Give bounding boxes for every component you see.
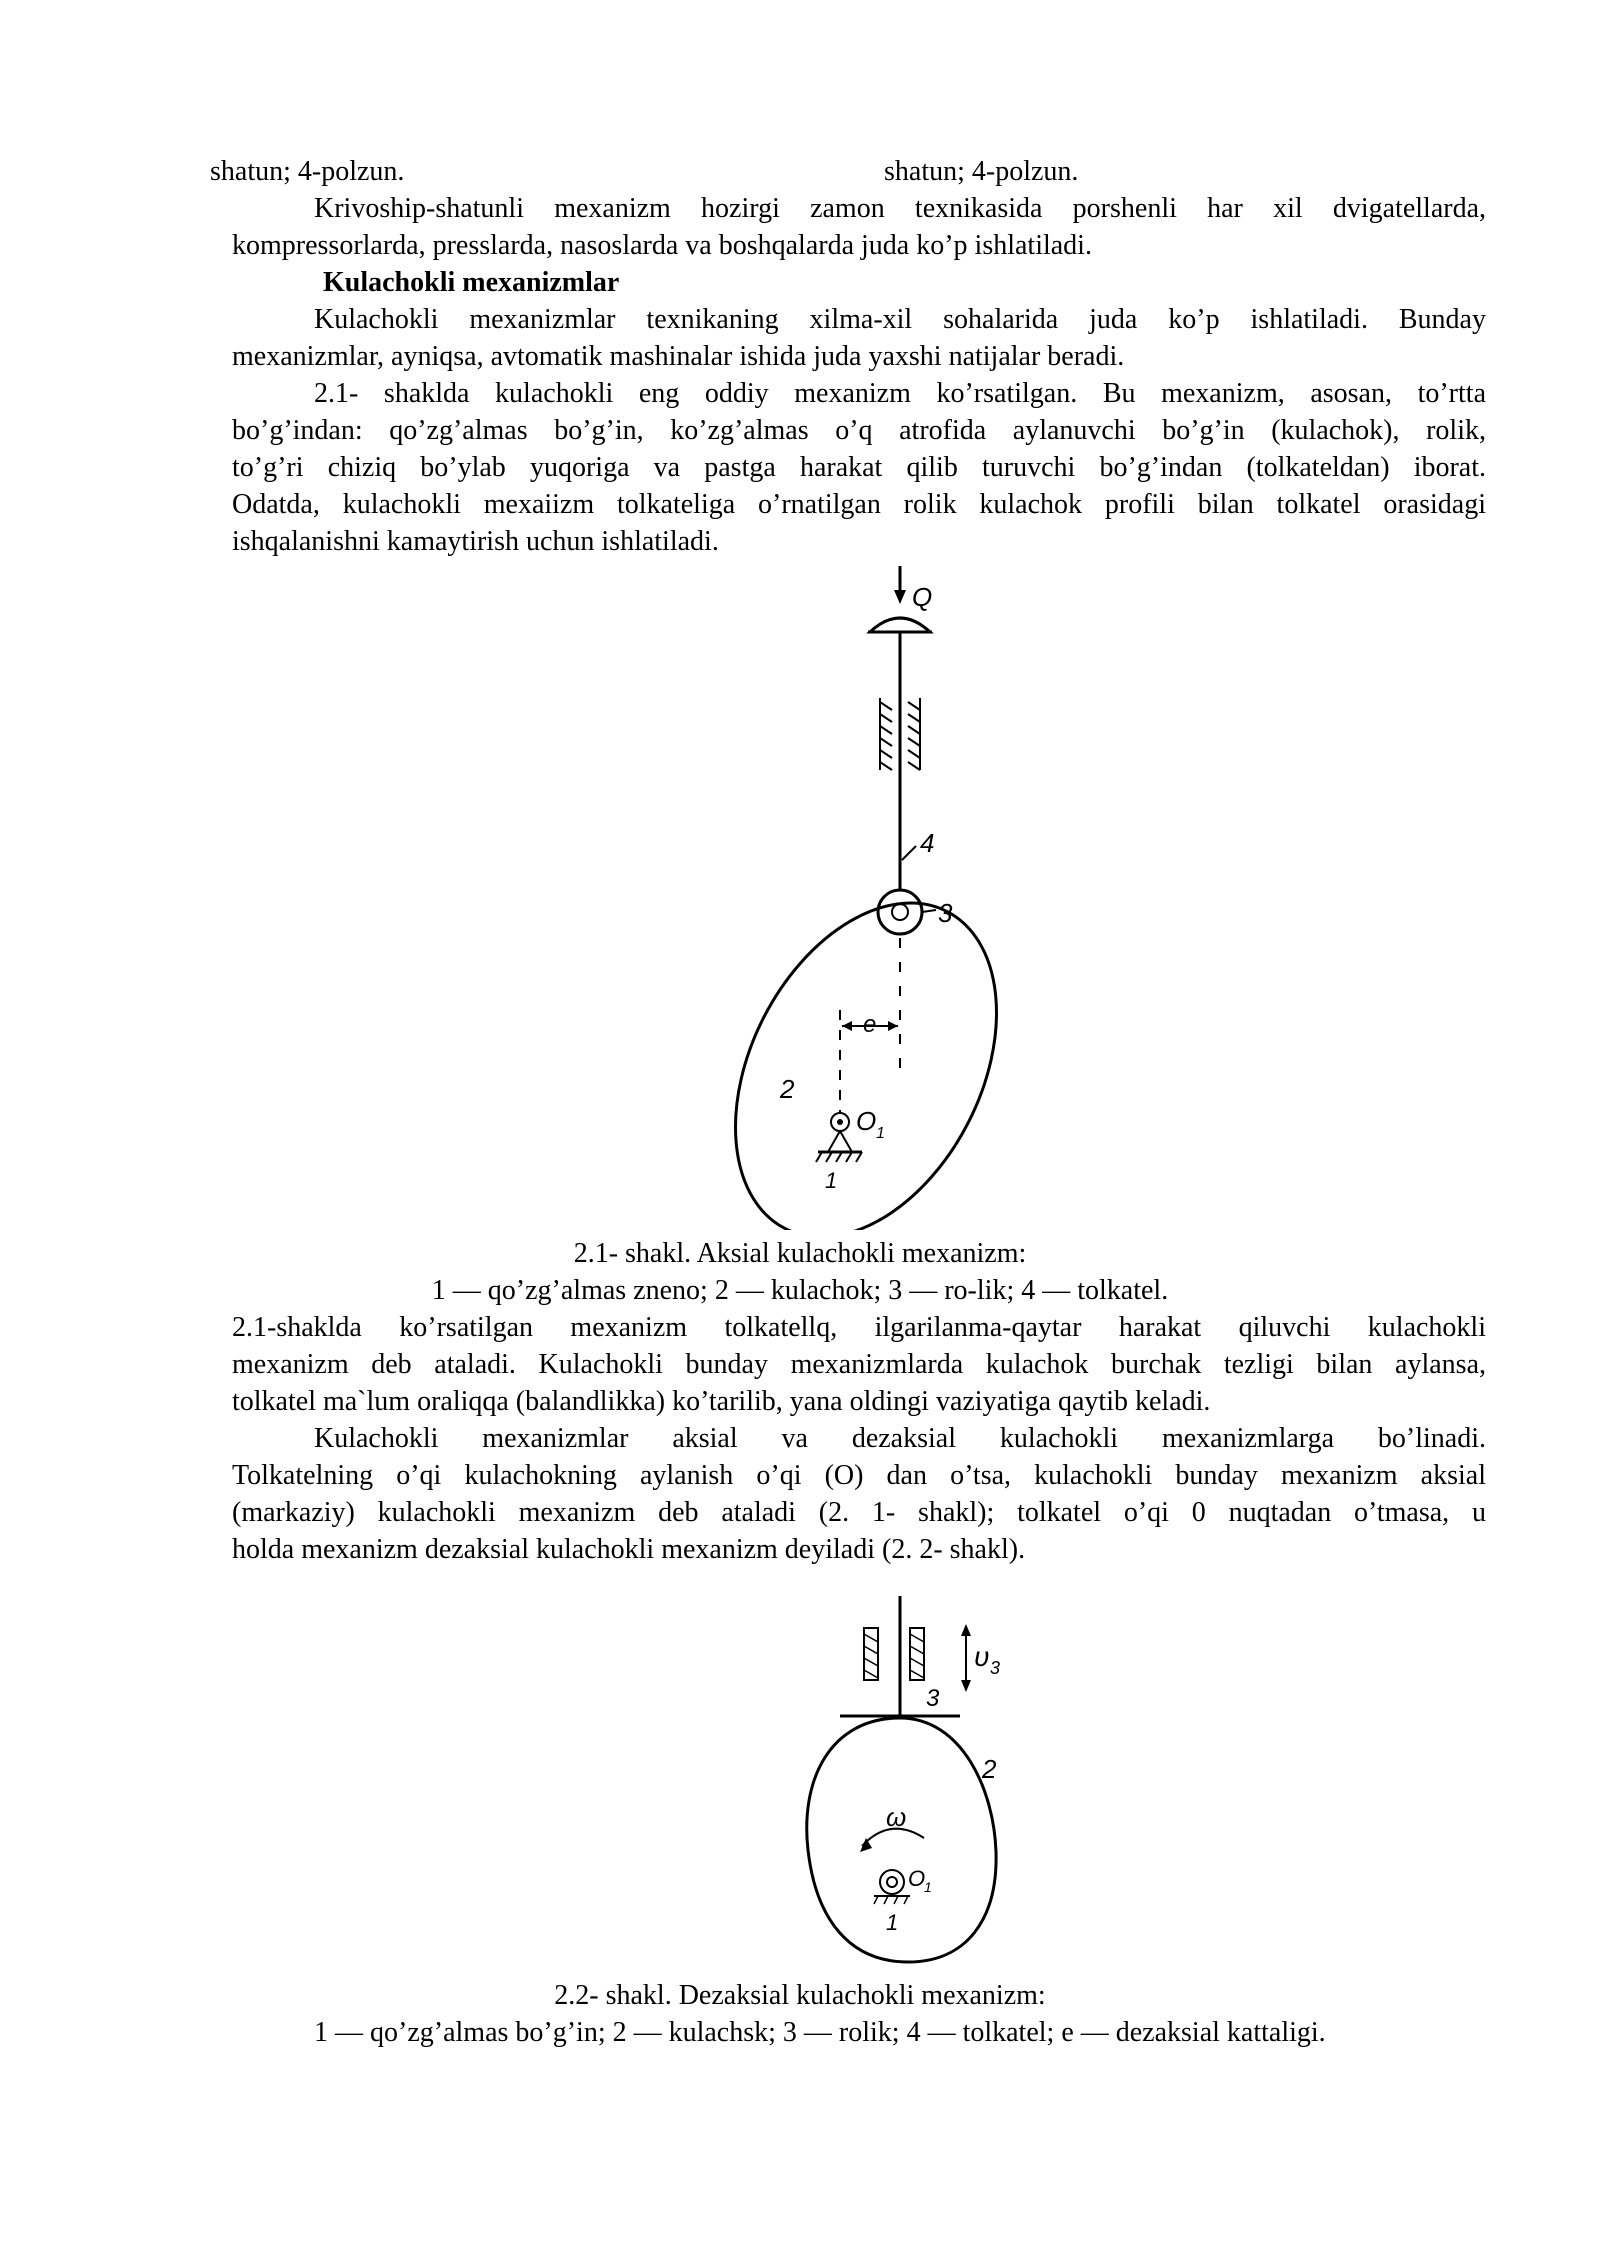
- figure2-label-2: 2: [982, 1754, 997, 1784]
- figure2-label-1: 1: [886, 1910, 899, 1935]
- para3-line5: ishqalanishni kamaytirish uchun ishlatiladi.: [232, 526, 719, 557]
- para2-line1: Kulachokli mexanizmlar texnikaning xilma-xil sohalarida juda ko’p ishlatiladi. Bunday: [314, 304, 1486, 335]
- para1-line2: kompressorlarda, presslarda, nasoslarda va boshqalarda juda ko’p ishlatiladi.: [232, 230, 1092, 261]
- section-heading: Kulachokli mexanizmlar: [323, 267, 620, 298]
- para2-line2: mexanizmlar, ayniqsa, avtomatik mashinalar ishida juda yaxshi natijalar beradi.: [232, 341, 1125, 372]
- para5-line3: (markaziy) kulachokli mexanizm deb ataladi (2. 1- shakl); tolkatel o’qi 0 nuqtadan o’tmasa, u: [232, 1497, 1486, 1528]
- figure2-label-o: O: [908, 1866, 926, 1891]
- para3-line2: bo’g’indan: qo’zg’almas bo’g’in, ko’zg’almas o’q atrofida aylanuvchi bo’g’in (kulachok), rolik,: [232, 415, 1486, 446]
- figure2-dezaxial-cam-diagram: [790, 1590, 1030, 1970]
- para1-line1: Krivoship-shatunli mexanizm hozirgi zamon texnikasida porshenli har xil dvigatellarda,: [314, 193, 1486, 224]
- figure1-label-o: O: [856, 1106, 877, 1136]
- figure1-label-1: 1: [825, 1168, 838, 1193]
- para4-line3: tolkatel ma`lum oraliqqa (balandlikka) ko’tarilib, yana oldingi vaziyatiga qaytib keladi.: [232, 1386, 1211, 1417]
- figure2-label-v-sub: 3: [990, 1658, 1001, 1678]
- figure1-label-q: Q: [912, 582, 933, 612]
- figure1-label-2: 2: [780, 1074, 795, 1104]
- figure1-label-o-sub: 1: [876, 1125, 885, 1142]
- figure1-label-4: 4: [920, 828, 935, 858]
- figure2-label-v: υ: [974, 1641, 990, 1672]
- para5-line1: Kulachokli mexanizmlar aksial va dezaksial kulachokli mexanizmlarga bo’linadi.: [314, 1423, 1486, 1454]
- figure2-label-3: 3: [926, 1685, 940, 1712]
- figure2-label-omega: ω: [886, 1802, 907, 1832]
- para3-line1: 2.1- shaklda kulachokli eng oddiy mexanizm ko’rsatilgan. Bu mexanizm, asosan, to’rtta: [314, 378, 1486, 409]
- para5-line2: Tolkatelning o’qi kulachokning aylanish o’qi (O) dan o’tsa, kulachokli bunday mexanizm aksial: [232, 1460, 1486, 1491]
- figure1-caption-title: 2.1- shakl. Aksial kulachokli mexanizm:: [573, 1238, 1027, 1269]
- figure1-caption-legend: 1 — qo’zg’almas zneno; 2 — kulachok; 3 — ro-lik; 4 — tolkatel.: [431, 1275, 1169, 1306]
- top-left-fragment: shatun; 4-polzun.: [210, 156, 405, 187]
- figure1-axial-cam-diagram: [720, 560, 1020, 1230]
- figure2-caption-legend: 1 — qo’zg’almas bo’g’in; 2 — kulachsk; 3 — rolik; 4 — tolkatel; e — dezaksial kattaligi.: [314, 2017, 1326, 2048]
- top-right-fragment: shatun; 4-polzun.: [884, 156, 1079, 187]
- figure1-label-3: 3: [938, 898, 953, 928]
- para5-line4: holda mexanizm dezaksial kulachokli mexanizm deyiladi (2. 2- shakl).: [232, 1534, 1026, 1565]
- figure2-label-o-sub: 1: [924, 1879, 932, 1895]
- para4-line2: mexanizm deb ataladi. Kulachokli bunday mexanizmlarda kulachok burchak tezligi bilan aylansa,: [232, 1349, 1486, 1380]
- figure2-caption-title: 2.2- shakl. Dezaksial kulachokli mexanizm:: [554, 1980, 1046, 2011]
- para4-line1: 2.1-shaklda ko’rsatilgan mexanizm tolkatellq, ilgarilanma-qaytar harakat qiluvchi kulachokli: [232, 1312, 1486, 1343]
- para3-line3: to’g’ri chiziq bo’ylab yuqoriga va pastga harakat qilib turuvchi bo’g’indan (tolkateldan) iborat.: [232, 452, 1486, 483]
- para3-line4: Odatda, kulachokli mexaiizm tolkateliga o’rnatilgan rolik kulachok profili bilan tolkatel orasidagi: [232, 489, 1486, 520]
- figure1-label-e: e: [863, 1011, 877, 1038]
